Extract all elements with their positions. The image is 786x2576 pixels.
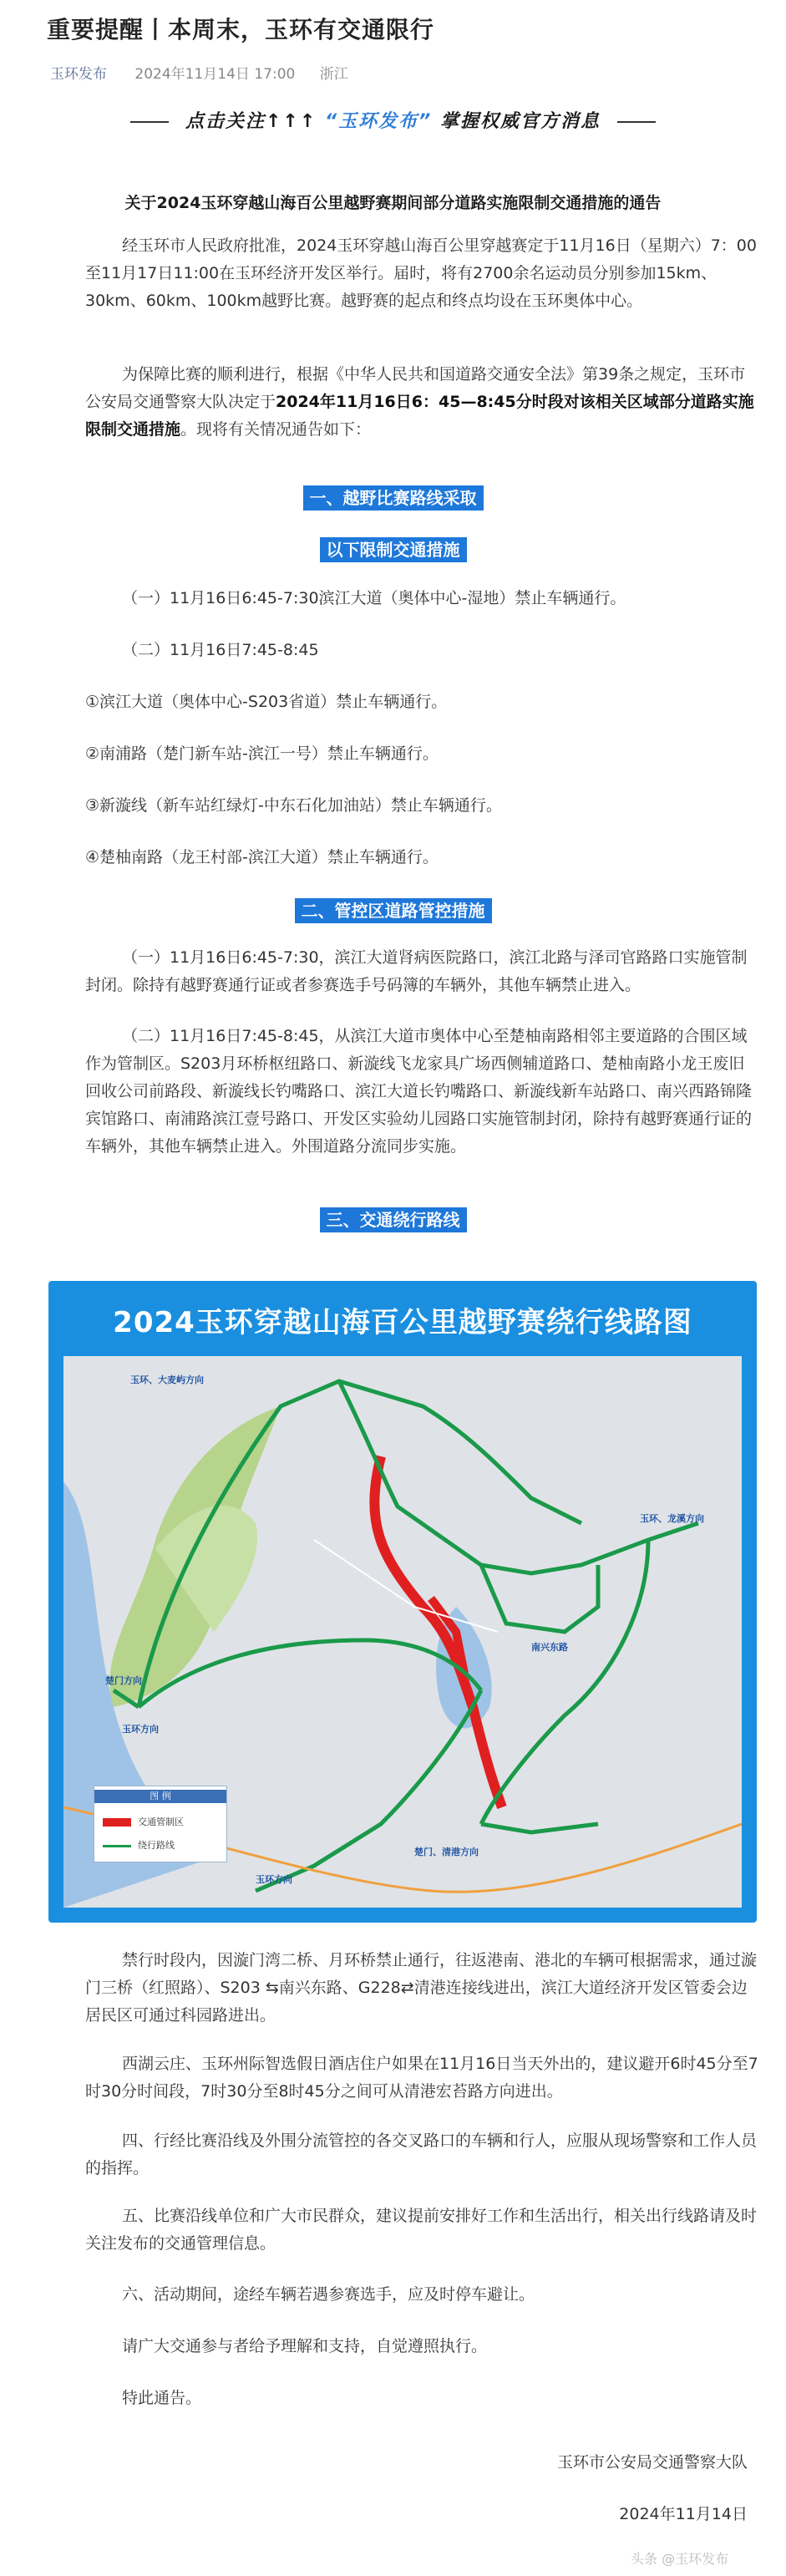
legend-green-swatch [103, 1845, 131, 1847]
s1-sub-1: ①滨江大道（奥体中心-S203省道）禁止车辆通行。 [85, 693, 448, 711]
intro-text-b: 。现将有关情况通告如下： [180, 420, 372, 439]
signature-org: 玉环市公安局交通警察大队 [556, 2453, 748, 2472]
follow-banner [0, 107, 786, 133]
map-legend [94, 1786, 227, 1862]
intro-paragraph-2 [85, 361, 760, 444]
banner-suffix: 掌握权威官方消息 [439, 111, 601, 132]
signature-date: 2024年11月14日 [619, 2505, 748, 2523]
banner-divider-left [130, 121, 169, 123]
map-label-road: 南兴东路 [531, 1642, 568, 1653]
s2-item-2: （二）11月16日7:45-8:45，从滨江大道市奥体中心至楚柚南路相邻主要道路的合围区域作为管制区。S203月环桥枢纽路口、新漩线飞龙家具广场西侧辅道路口、楚柚南路小龙王废旧回收公司前路段、新漩线长钓嘴路口、滨江大道长钓嘴路口、新漩线新车站路口、南兴西路锦隆宾馆路口、南浦路滨江壹号路口、开发区实验幼儿园路口实施管制封闭，除持有越野赛通行证的车辆外，其他车辆禁止进入。外围道路分流同步实施。 [85, 1027, 753, 1156]
intro-paragraph-1: 经玉环市人民政府批准，2024玉环穿越山海百公里穿越赛定于11月16日（星期六）7：00至11月17日11:00在玉环经济开发区举行。届时，将有2700余名运动员分别参加15km、30km、60km、100km越野比赛。越野赛的起点和终点均设在玉环奥体中心。 [85, 236, 757, 310]
map-label-south-2: 玉环方向 [256, 1874, 292, 1885]
s1-sub-4: ④楚柚南路（龙王村部-滨江大道）禁止车辆通行。 [85, 848, 439, 866]
map-label-east: 玉环、龙溪方向 [640, 1513, 704, 1524]
section-1-subheading: 以下限制交通措施 [0, 536, 786, 561]
detour-map [48, 1281, 757, 1923]
banner-account[interactable]: “玉环发布” [324, 111, 433, 132]
publish-time: 2024年11月14日 17:00 [134, 66, 296, 83]
article-meta [50, 62, 348, 83]
map-label-west-1: 楚门方向 [105, 1675, 142, 1686]
s2-item-1: （一）11月16日6:45-7:30，滨江大道肾病医院路口，滨江北路与泽司官路路口实施管制封闭。除持有越野赛通行证或者参赛选手号码簿的车辆外，其他车辆禁止进入。 [85, 948, 748, 994]
notice-title: 关于2024玉环穿越山海百公里越野赛期间部分道路实施限制交通措施的通告 [124, 194, 662, 212]
section-2-heading: 二、管控区道路管控措施 [0, 897, 786, 922]
map-canvas [63, 1356, 742, 1908]
banner-prefix: 点击关注↑↑↑ [185, 111, 317, 132]
s1-sub-2: ②南浦路（楚门新车站-滨江一号）禁止车辆通行。 [85, 744, 439, 763]
legend-control: 交通管制区 [103, 1815, 184, 1828]
after-paragraph-3: 四、行经比赛沿线及外围分流管控的各交叉路口的车辆和行人，应服从现场警察和工作人员的指挥。 [85, 2131, 758, 2177]
banner-divider-right [617, 121, 656, 123]
after-paragraph-4: 五、比赛沿线单位和广大市民群众，建议提前安排好工作和生活出行，相关出行线路请及时关注发布的交通管理信息。 [85, 2207, 758, 2253]
legend-title: 图 例 [94, 1790, 226, 1803]
intro-text-a: 为保障比赛的顺利进行，根据《中华人民共和国道路交通安全法》第39条之规定，玉环市公安局交通警察大队决定于 [85, 365, 746, 411]
s1-item-2: （二）11月16日7:45-8:45 [122, 641, 319, 659]
publish-region: 浙江 [319, 66, 348, 83]
s1-sub-3: ③新漩线（新车站红绿灯-中东石化加油站）禁止车辆通行。 [85, 796, 502, 815]
watermark: 头条 @玉环发布 [631, 2551, 729, 2567]
s1-item-1: （一）11月16日6:45-7:30滨江大道（奥体中心-湿地）禁止车辆通行。 [122, 589, 626, 607]
legend-detour: 绕行路线 [103, 1838, 175, 1852]
section-3-heading: 三、交通绕行路线 [0, 1207, 786, 1231]
section-1-heading: 一、越野比赛路线采取 [0, 485, 786, 509]
article-title: 重要提醒丨本周末，玉环有交通限行 [47, 16, 435, 43]
map-label-west-2: 玉环方向 [122, 1724, 159, 1735]
map-title: 2024玉环穿越山海百公里越野赛绕行线路图 [113, 1306, 692, 1339]
after-paragraph-2: 西湖云庄、玉环州际智选假日酒店住户如果在11月16日当天外出的，建议避开6时45分至7时30分时间段，7时30分至8时45分之间可从清港宏苔路方向进出。 [85, 2055, 758, 2101]
after-paragraph-7: 特此通告。 [122, 2389, 202, 2407]
map-label-north: 玉环、大麦屿方向 [130, 1374, 204, 1385]
after-paragraph-5: 六、活动期间，途经车辆若遇参赛选手，应及时停车避让。 [122, 2285, 535, 2304]
intro-text-bold: 2024年11月16日6：45—8:45分时段对该相关区域部分道路实施限制交通措施 [85, 393, 754, 439]
legend-red-swatch [103, 1818, 131, 1827]
after-paragraph-6: 请广大交通参与者给予理解和支持，自觉遵照执行。 [122, 2337, 488, 2355]
source-link[interactable]: 玉环发布 [50, 66, 107, 83]
map-label-south-1: 楚门、清港方向 [414, 1847, 479, 1857]
after-paragraph-1: 禁行时段内，因漩门湾二桥、月环桥禁止通行，往返港南、港北的车辆可根据需求，通过漩门三桥（红照路）、S203 ⇆南兴东路、G228⇄清港连接线进出，滨江大道经济开发区管委会边居民区可通过科园路进出。 [85, 1951, 758, 2025]
